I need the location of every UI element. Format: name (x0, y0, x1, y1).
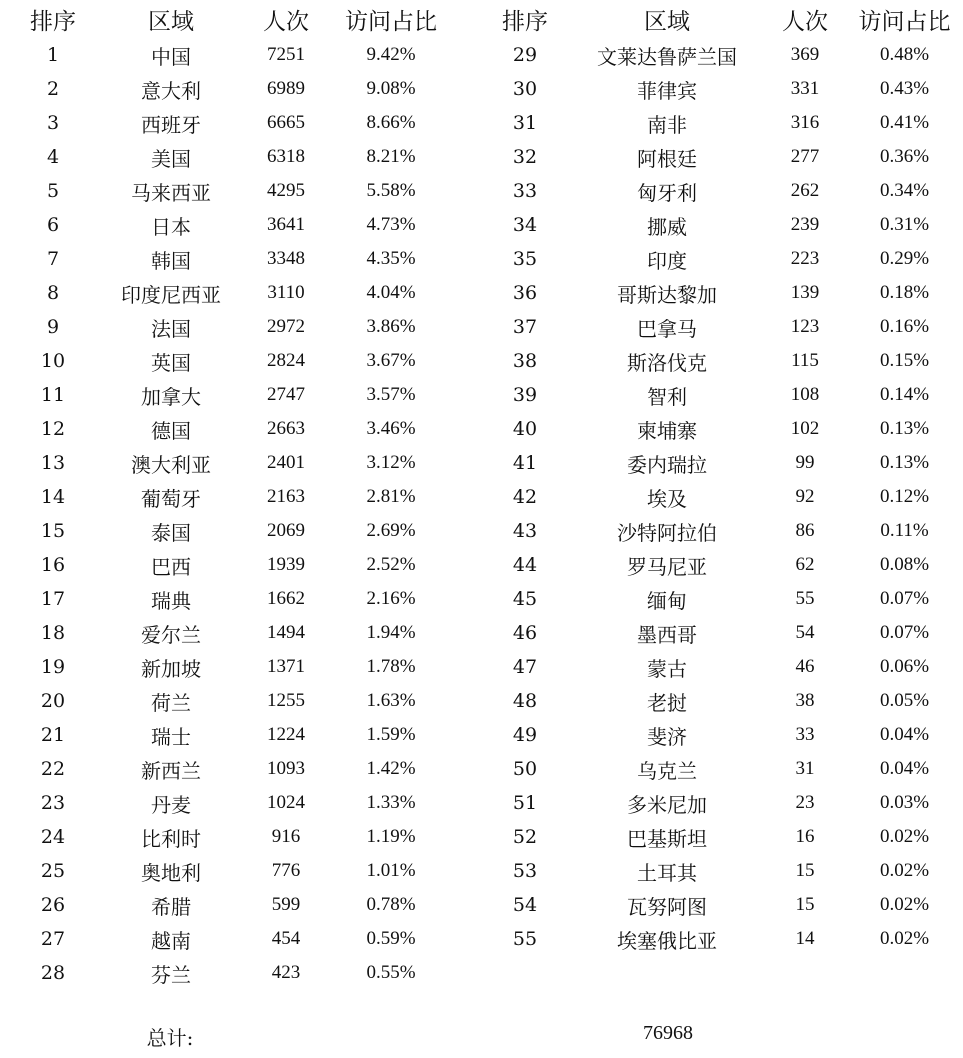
header-visits: 人次 (263, 8, 309, 35)
share-cell: 0.12% (879, 486, 930, 507)
region-cell: 英国 (151, 350, 191, 375)
visits-cell: 6318 (267, 146, 305, 167)
region-cell: 蒙古 (647, 656, 687, 681)
region-cell: 墨西哥 (637, 622, 697, 647)
region-cell: 印度 (647, 248, 687, 273)
table-row (0, 514, 480, 548)
table-row (0, 242, 480, 276)
visits-cell: 776 (271, 860, 301, 881)
share-cell: 1.19% (366, 826, 416, 847)
region-cell: 马来西亚 (131, 180, 211, 205)
rank-cell: 19 (40, 656, 66, 678)
region-cell: 韩国 (151, 248, 191, 273)
share-cell: 0.07% (879, 588, 930, 609)
region-cell: 阿根廷 (637, 146, 697, 171)
region-cell: 瑞典 (151, 588, 191, 613)
table-row (0, 38, 480, 72)
rank-cell: 6 (46, 214, 60, 236)
visits-cell: 16 (795, 826, 815, 847)
rank-cell: 33 (512, 180, 538, 202)
rank-cell: 41 (512, 452, 538, 474)
rank-cell: 22 (40, 758, 66, 780)
visits-cell: 46 (795, 656, 815, 677)
region-cell: 西班牙 (141, 112, 201, 137)
table-left-body (0, 38, 480, 990)
table-row (480, 412, 963, 446)
table-row (0, 72, 480, 106)
region-cell: 印度尼西亚 (121, 282, 221, 307)
rank-cell: 36 (512, 282, 538, 304)
header-row (0, 0, 480, 38)
region-cell: 智利 (647, 384, 687, 409)
visits-cell: 62 (795, 554, 815, 575)
rank-cell: 39 (512, 384, 538, 406)
total-row (0, 1022, 963, 1058)
table-row (0, 888, 480, 922)
table-row (0, 786, 480, 820)
table-row (480, 480, 963, 514)
table-row (480, 752, 963, 786)
region-cell: 埃塞俄比亚 (617, 928, 717, 953)
share-cell: 0.78% (366, 894, 416, 915)
region-cell: 日本 (151, 214, 191, 239)
table-row (480, 922, 963, 956)
table-row (480, 72, 963, 106)
visits-cell: 92 (795, 486, 815, 507)
rank-cell: 17 (40, 588, 66, 610)
visits-cell: 115 (791, 350, 819, 371)
rank-cell: 9 (46, 316, 60, 338)
table-row (480, 38, 963, 72)
region-cell: 老挝 (647, 690, 687, 715)
table-row (480, 378, 963, 412)
rank-cell: 46 (512, 622, 538, 644)
share-cell: 0.41% (879, 112, 930, 133)
share-cell: 0.18% (879, 282, 930, 303)
visits-cell: 2972 (267, 316, 305, 337)
region-cell: 南非 (647, 112, 687, 137)
region-cell: 新西兰 (141, 758, 201, 783)
visits-cell: 31 (795, 758, 815, 779)
rank-cell: 29 (512, 44, 538, 66)
rank-cell: 1 (46, 44, 60, 66)
visits-cell: 38 (795, 690, 815, 711)
table-row (0, 582, 480, 616)
table-row (480, 242, 963, 276)
share-cell: 0.03% (879, 792, 930, 813)
region-cell: 芬兰 (151, 962, 191, 987)
total-value: 76968 (643, 1022, 693, 1044)
table-row (480, 140, 963, 174)
rank-cell: 37 (512, 316, 538, 338)
header-share: 访问占比 (858, 8, 951, 35)
visits-cell: 2401 (267, 452, 305, 473)
rank-cell: 18 (40, 622, 66, 644)
table-row (480, 616, 963, 650)
header-rank: 排序 (30, 8, 76, 35)
share-cell: 0.31% (879, 214, 930, 235)
share-cell: 0.05% (879, 690, 930, 711)
rank-cell: 25 (40, 860, 66, 882)
visits-cell: 262 (790, 180, 820, 201)
region-cell: 泰国 (151, 520, 191, 545)
visits-cell: 331 (790, 78, 820, 99)
table-row (480, 174, 963, 208)
table-row (480, 548, 963, 582)
rank-cell: 27 (40, 928, 66, 950)
visits-cell: 102 (790, 418, 820, 439)
share-cell: 8.66% (366, 112, 416, 133)
visits-cell: 108 (790, 384, 820, 405)
visits-cell: 2163 (267, 486, 305, 507)
visits-cell: 2824 (267, 350, 305, 371)
share-cell: 2.81% (366, 486, 416, 507)
region-cell: 意大利 (141, 78, 201, 103)
region-cell: 葡萄牙 (141, 486, 201, 511)
region-cell: 中国 (151, 44, 191, 69)
visits-cell: 2663 (267, 418, 305, 439)
share-cell: 0.13% (879, 452, 930, 473)
region-cell: 沙特阿拉伯 (617, 520, 717, 545)
region-cell: 匈牙利 (637, 180, 697, 205)
table-row (0, 412, 480, 446)
region-cell: 挪威 (647, 214, 687, 239)
visits-cell: 15 (795, 860, 815, 881)
share-cell: 0.02% (879, 826, 930, 847)
rank-cell: 5 (46, 180, 60, 202)
rank-cell: 32 (512, 146, 538, 168)
visits-cell: 277 (790, 146, 820, 167)
rank-cell: 20 (40, 690, 66, 712)
table-row (480, 650, 963, 684)
visits-cell: 99 (795, 452, 815, 473)
region-cell: 乌克兰 (637, 758, 697, 783)
region-cell: 澳大利亚 (131, 452, 211, 477)
share-cell: 1.78% (366, 656, 416, 677)
share-cell: 0.14% (879, 384, 930, 405)
region-cell: 罗马尼亚 (627, 554, 707, 579)
total-label: 总计: (146, 1026, 194, 1050)
rank-cell: 49 (512, 724, 538, 746)
visits-cell: 239 (790, 214, 820, 235)
share-cell: 0.02% (879, 860, 930, 881)
share-cell: 4.04% (366, 282, 416, 303)
visits-cell: 33 (795, 724, 815, 745)
table-right-panel (480, 0, 963, 956)
rank-cell: 4 (46, 146, 60, 168)
share-cell: 4.73% (366, 214, 416, 235)
region-cell: 斯洛伐克 (627, 350, 707, 375)
visits-cell: 1939 (267, 554, 305, 575)
share-cell: 0.29% (879, 248, 930, 269)
rank-cell: 13 (40, 452, 66, 474)
rank-cell: 38 (512, 350, 538, 372)
visits-cell: 23 (795, 792, 815, 813)
visits-cell: 369 (790, 44, 820, 65)
share-cell: 0.34% (879, 180, 930, 201)
rank-cell: 53 (512, 860, 538, 882)
rank-cell: 51 (512, 792, 538, 814)
region-cell: 哥斯达黎加 (617, 282, 717, 307)
region-cell: 斐济 (647, 724, 687, 749)
table-row (0, 684, 480, 718)
rank-cell: 44 (512, 554, 538, 576)
visits-cell: 4295 (267, 180, 305, 201)
visits-cell: 55 (795, 588, 815, 609)
region-cell: 巴基斯坦 (627, 826, 707, 851)
share-cell: 2.16% (366, 588, 416, 609)
visits-cell: 6989 (267, 78, 305, 99)
share-cell: 0.02% (879, 928, 930, 949)
share-cell: 0.07% (879, 622, 930, 643)
table-row (0, 174, 480, 208)
visits-cell: 454 (271, 928, 301, 949)
rank-cell: 12 (40, 418, 66, 440)
table-row (480, 820, 963, 854)
rank-cell: 31 (512, 112, 538, 134)
rank-cell: 11 (40, 384, 66, 406)
table-row (480, 888, 963, 922)
region-cell: 瑞士 (151, 724, 191, 749)
rank-cell: 26 (40, 894, 66, 916)
share-cell: 1.63% (366, 690, 416, 711)
visits-cell: 1371 (267, 656, 305, 677)
region-cell: 美国 (151, 146, 191, 171)
region-cell: 巴拿马 (637, 316, 697, 341)
rank-cell: 50 (512, 758, 538, 780)
visits-cell: 316 (790, 112, 820, 133)
share-cell: 5.58% (366, 180, 416, 201)
visits-cell: 3110 (267, 282, 305, 303)
region-cell: 埃及 (647, 486, 687, 511)
region-cell: 土耳其 (637, 860, 697, 885)
rank-cell: 23 (40, 792, 66, 814)
visits-cell: 86 (795, 520, 815, 541)
table-row (480, 854, 963, 888)
table-row (480, 582, 963, 616)
table-row (480, 514, 963, 548)
share-cell: 0.15% (879, 350, 930, 371)
visits-cell: 599 (271, 894, 301, 915)
share-cell: 3.86% (366, 316, 416, 337)
visits-cell: 1255 (267, 690, 305, 711)
region-cell: 多米尼加 (627, 792, 707, 817)
share-cell: 1.94% (366, 622, 416, 643)
rank-cell: 28 (40, 962, 66, 984)
rank-cell: 47 (512, 656, 538, 678)
rank-cell: 21 (40, 724, 66, 746)
share-cell: 2.69% (366, 520, 416, 541)
share-cell: 0.59% (366, 928, 416, 949)
region-cell: 加拿大 (141, 384, 201, 409)
rank-cell: 30 (512, 78, 538, 100)
table-row (0, 344, 480, 378)
region-cell: 越南 (151, 928, 191, 953)
share-cell: 0.43% (879, 78, 930, 99)
region-cell: 委内瑞拉 (627, 452, 707, 477)
rank-cell: 40 (512, 418, 538, 440)
visits-cell: 2069 (267, 520, 305, 541)
visits-cell: 123 (790, 316, 820, 337)
visits-cell: 3641 (267, 214, 305, 235)
table-row (0, 956, 480, 990)
share-cell: 0.04% (879, 724, 930, 745)
visits-cell: 1024 (267, 792, 305, 813)
share-cell: 2.52% (366, 554, 416, 575)
share-cell: 9.42% (366, 44, 416, 65)
share-cell: 1.59% (366, 724, 416, 745)
table-row (0, 616, 480, 650)
rank-cell: 42 (512, 486, 538, 508)
table-row (0, 854, 480, 888)
share-cell: 3.46% (366, 418, 416, 439)
table-row (480, 718, 963, 752)
table-row (480, 106, 963, 140)
region-cell: 比利时 (141, 826, 201, 851)
share-cell: 3.12% (366, 452, 416, 473)
region-cell: 菲律宾 (637, 78, 697, 103)
region-cell: 缅甸 (647, 588, 687, 613)
share-cell: 0.36% (879, 146, 930, 167)
region-cell: 希腊 (151, 894, 191, 919)
visits-cell: 916 (271, 826, 301, 847)
region-cell: 荷兰 (151, 690, 191, 715)
share-cell: 8.21% (366, 146, 416, 167)
rank-cell: 3 (46, 112, 60, 134)
rank-cell: 24 (40, 826, 66, 848)
visits-cell: 7251 (267, 44, 305, 65)
share-cell: 0.13% (879, 418, 930, 439)
share-cell: 9.08% (366, 78, 416, 99)
rank-cell: 43 (512, 520, 538, 542)
region-cell: 巴西 (151, 554, 191, 579)
rank-cell: 55 (512, 928, 538, 950)
table-row (480, 276, 963, 310)
table-row (0, 208, 480, 242)
header-region: 区域 (148, 8, 194, 35)
visits-cell: 423 (271, 962, 301, 983)
region-cell: 新加坡 (141, 656, 201, 681)
share-cell: 0.11% (880, 520, 929, 541)
table-row (480, 310, 963, 344)
share-cell: 0.02% (879, 894, 930, 915)
share-cell: 0.04% (879, 758, 930, 779)
table-right-body (480, 38, 963, 956)
visits-cell: 14 (795, 928, 815, 949)
table-row (0, 140, 480, 174)
visits-cell: 1494 (267, 622, 305, 643)
header-row (480, 0, 963, 38)
region-cell: 德国 (151, 418, 191, 443)
rank-cell: 14 (40, 486, 66, 508)
visits-cell: 223 (790, 248, 820, 269)
share-cell: 1.42% (366, 758, 416, 779)
rank-cell: 8 (46, 282, 60, 304)
table-row (480, 786, 963, 820)
rank-cell: 2 (46, 78, 60, 100)
header-rank: 排序 (502, 8, 548, 35)
visits-cell: 1093 (267, 758, 305, 779)
header-share: 访问占比 (345, 8, 437, 35)
region-cell: 柬埔寨 (637, 418, 697, 443)
table-row (0, 718, 480, 752)
rank-cell: 15 (40, 520, 66, 542)
visits-cell: 1224 (267, 724, 305, 745)
share-cell: 1.33% (366, 792, 416, 813)
table-row (0, 378, 480, 412)
region-cell: 丹麦 (151, 792, 191, 817)
share-cell: 3.67% (366, 350, 416, 371)
region-cell: 爱尔兰 (141, 622, 201, 647)
share-cell: 0.55% (366, 962, 416, 983)
table-row (0, 922, 480, 956)
table-row (0, 752, 480, 786)
rank-cell: 10 (40, 350, 66, 372)
table-row (0, 276, 480, 310)
share-cell: 0.08% (879, 554, 930, 575)
table-row (480, 344, 963, 378)
table-row (0, 480, 480, 514)
table-row (0, 548, 480, 582)
visits-cell: 1662 (267, 588, 305, 609)
rank-cell: 35 (512, 248, 538, 270)
table-row (480, 684, 963, 718)
share-cell: 3.57% (366, 384, 416, 405)
share-cell: 1.01% (366, 860, 416, 881)
visits-cell: 15 (795, 894, 815, 915)
share-cell: 0.06% (879, 656, 930, 677)
region-cell: 法国 (151, 316, 191, 341)
rank-cell: 16 (40, 554, 66, 576)
table-row (480, 446, 963, 480)
table-row (0, 650, 480, 684)
visits-cell: 54 (795, 622, 815, 643)
share-cell: 0.48% (879, 44, 930, 65)
visits-cell: 6665 (267, 112, 305, 133)
visits-cell: 3348 (267, 248, 305, 269)
rank-cell: 52 (512, 826, 538, 848)
rank-cell: 7 (46, 248, 60, 270)
share-cell: 4.35% (366, 248, 416, 269)
table-row (0, 106, 480, 140)
rank-cell: 54 (512, 894, 538, 916)
visits-cell: 2747 (267, 384, 305, 405)
header-region: 区域 (644, 8, 690, 35)
share-cell: 0.16% (879, 316, 930, 337)
rank-cell: 45 (512, 588, 538, 610)
table-row (0, 446, 480, 480)
rank-cell: 48 (512, 690, 538, 712)
header-visits: 人次 (782, 8, 828, 35)
region-cell: 奥地利 (141, 860, 201, 885)
table-left-panel (0, 0, 480, 990)
table-row (0, 310, 480, 344)
visits-cell: 139 (790, 282, 820, 303)
rank-cell: 34 (512, 214, 538, 236)
region-cell: 瓦努阿图 (627, 894, 707, 919)
table-row (0, 820, 480, 854)
region-cell: 文莱达鲁萨兰国 (597, 44, 737, 69)
table-row (480, 208, 963, 242)
